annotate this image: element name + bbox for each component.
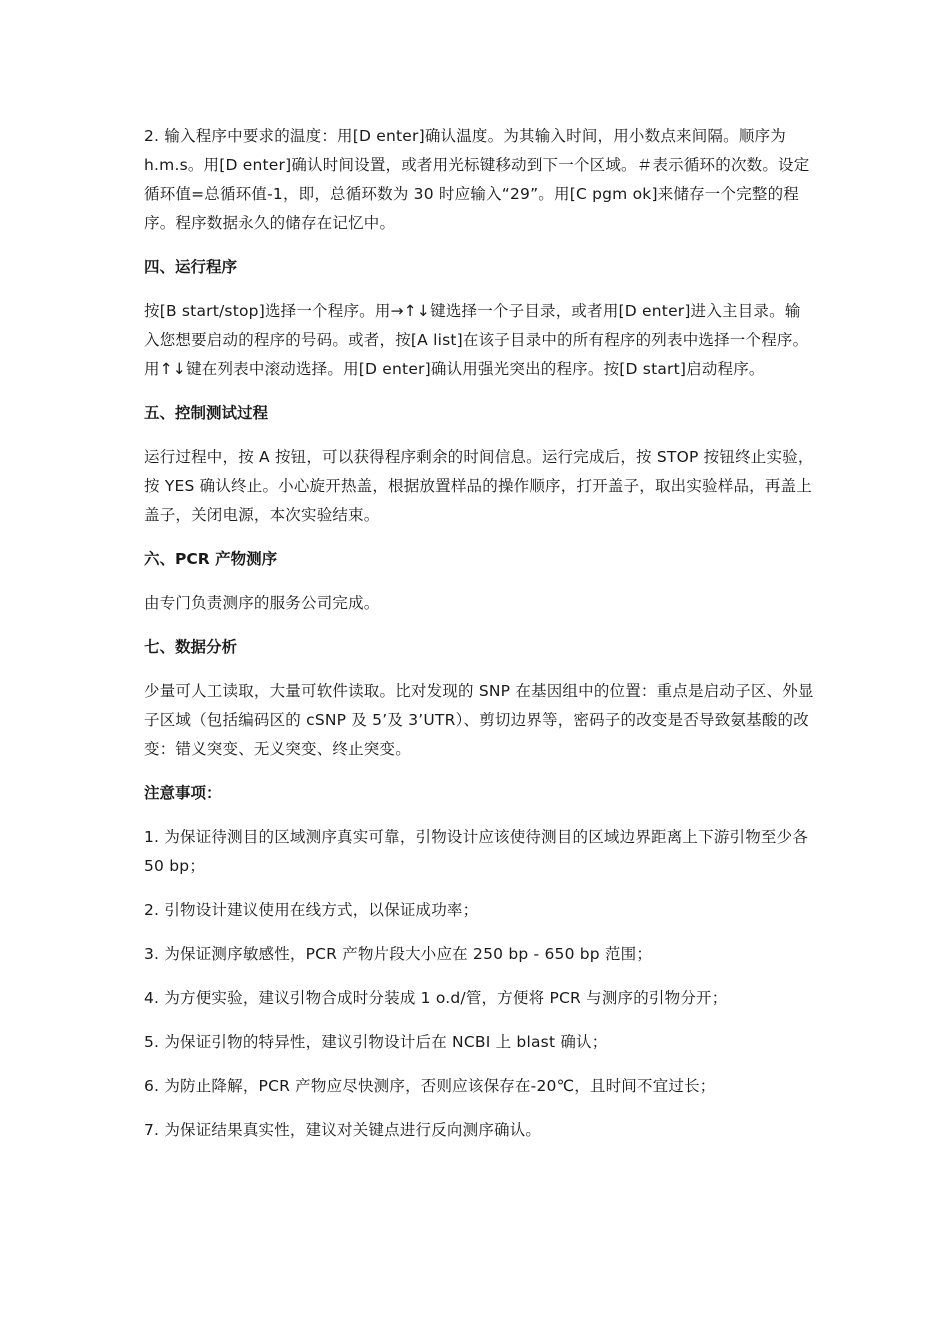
step-2-paragraph: 2. 输入程序中要求的温度：用[D enter]确认温度。为其输入时间，用小数点来间隔。顺序为 h.m.s。用[D enter]确认时间设置，或者用光标键移动到下一个区域。＃表示循环的次数。设定循环值=总循环值-1，即，总循环数为 30 时应输入“29”。用[C pgm ok]来储存一个完整的程序。程序数据永久的储存在记忆中。 bbox=[144, 127, 810, 232]
note-item-2: 2. 引物设计建议使用在线方式，以保证成功率； bbox=[144, 901, 479, 919]
section-4-heading: 四、运行程序 bbox=[144, 258, 238, 276]
note-item-6: 6. 为防止降解，PCR 产物应尽快测序，否则应该保存在-20℃，且时间不宜过长； bbox=[144, 1077, 716, 1095]
section-5-body: 运行过程中，按 A 按钮，可以获得程序剩余的时间信息。运行完成后，按 STOP 按钮终止实验，按 YES 确认终止。小心旋开热盖，根据放置样品的操作顺序，打开盖子，取出实验样品，再盖上盖子，关闭电源，本次实验结束。 bbox=[144, 448, 814, 524]
section-4-body: 按[B start/stop]选择一个程序。用→↑↓键选择一个子目录，或者用[D enter]进入主目录。输入您想要启动的程序的号码。或者，按[A list]在该子目录中的所有程序的列表中选择一个程序。用↑↓键在列表中滚动选择。用[D enter]确认用强光突出的程序。按[D start]启动程序。 bbox=[144, 302, 809, 378]
note-item-1: 1. 为保证待测目的区域测序真实可靠，引物设计应该使待测目的区域边界距离上下游引物至少各 50 bp； bbox=[144, 828, 809, 875]
note-item-4: 4. 为方便实验，建议引物合成时分装成 1 o.d/管，方便将 PCR 与测序的引物分开； bbox=[144, 989, 728, 1007]
section-6-heading: 六、PCR 产物测序 bbox=[144, 550, 278, 568]
document-page bbox=[144, 122, 814, 1145]
note-item-3: 3. 为保证测序敏感性，PCR 产物片段大小应在 250 bp - 650 bp 范围； bbox=[144, 945, 653, 963]
note-item-7: 7. 为保证结果真实性，建议对关键点进行反向测序确认。 bbox=[144, 1121, 542, 1139]
section-5-heading: 五、控制测试过程 bbox=[144, 404, 269, 422]
notes-heading: 注意事项： bbox=[144, 784, 222, 802]
section-7-body: 少量可人工读取，大量可软件读取。比对发现的 SNP 在基因组中的位置：重点是启动子区、外显子区域（包括编码区的 cSNP 及 5’及 3’UTR）、剪切边界等，密码子的改变是否导致氨基酸的改变：错义突变、无义突变、终止突变。 bbox=[144, 682, 814, 758]
section-7-heading: 七、数据分析 bbox=[144, 638, 238, 656]
note-item-5: 5. 为保证引物的特异性，建议引物设计后在 NCBI 上 blast 确认； bbox=[144, 1033, 608, 1051]
section-6-body: 由专门负责测序的服务公司完成。 bbox=[144, 594, 380, 612]
